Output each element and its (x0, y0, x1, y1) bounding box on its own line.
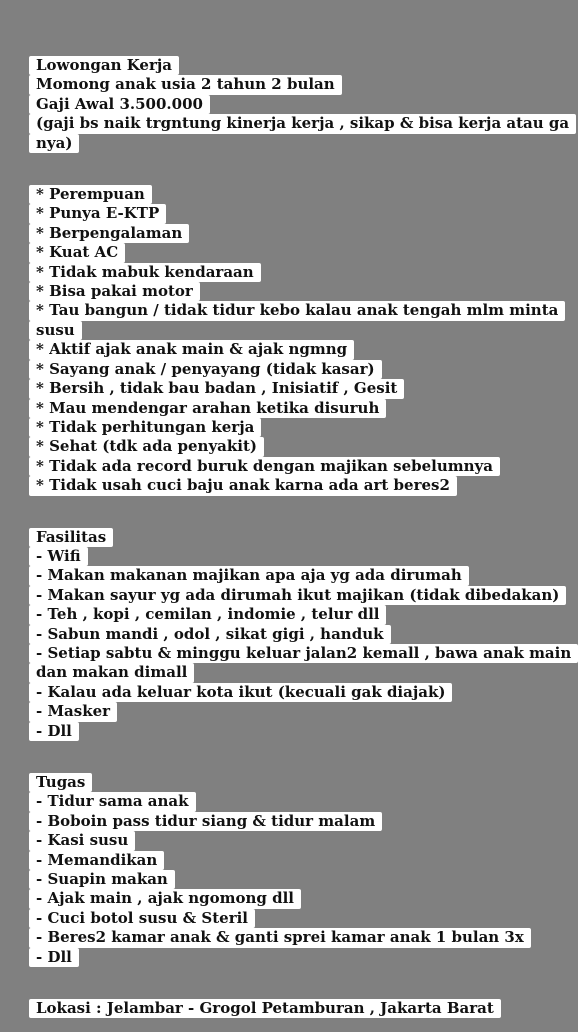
requirement-item: * Tidak mabuk kendaraan (29, 263, 261, 282)
facility-item: - Sabun mandi , odol , sikat gigi , handuk (29, 625, 391, 644)
requirement-item: * Sehat (tdk ada penyakit) (29, 437, 264, 456)
requirement-item: * Mau mendengar arahan ketika disuruh (29, 399, 386, 418)
facility-item: - Setiap sabtu & minggu keluar jalan2 kemall , bawa anak main (29, 644, 578, 663)
task-item: - Ajak main , ajak ngomong dll (29, 889, 301, 908)
job-posting-document (29, 56, 572, 1032)
requirement-item-continuation: susu (29, 321, 82, 340)
task-item: - Memandikan (29, 851, 164, 870)
requirement-item: * Berpengalaman (29, 224, 189, 243)
salary-note-line-2: nya) (29, 134, 79, 153)
spacer (29, 755, 559, 773)
facility-item: - Masker (29, 702, 117, 721)
task-item: - Boboin pass tidur siang & tidur malam (29, 812, 382, 831)
requirement-item: * Punya E-KTP (29, 204, 166, 223)
posting-subtitle: Momong anak usia 2 tahun 2 bulan (29, 75, 342, 94)
requirement-item: * Perempuan (29, 185, 152, 204)
requirement-item: * Aktif ajak anak main & ajak ngmng (29, 340, 354, 359)
task-item: - Dll (29, 948, 79, 967)
facility-item: - Dll (29, 722, 79, 741)
facility-item: - Makan sayur yg ada dirumah ikut majikan (tidak dibedakan) (29, 586, 566, 605)
requirement-item: * Tidak ada record buruk dengan majikan sebelumnya (29, 457, 500, 476)
requirement-item: * Tidak perhitungan kerja (29, 418, 261, 437)
facility-item: - Kalau ada keluar kota ikut (kecuali gak diajak) (29, 683, 452, 702)
task-item: - Suapin makan (29, 870, 175, 889)
facility-item-continuation: dan makan dimall (29, 663, 194, 682)
tasks-heading: Tugas (29, 773, 92, 792)
salary-line: Gaji Awal 3.500.000 (29, 95, 210, 114)
location-section (29, 999, 559, 1018)
requirement-item: * Sayang anak / penyayang (tidak kasar) (29, 360, 382, 379)
requirement-item: * Tau bangun / tidak tidur kebo kalau anak tengah mlm minta (29, 301, 565, 320)
facility-item: - Teh , kopi , cemilan , indomie , telur dll (29, 605, 386, 624)
task-item: - Cuci botol susu & Steril (29, 909, 255, 928)
facilities-section (29, 527, 572, 741)
spacer (29, 981, 559, 999)
requirement-item: * Kuat AC (29, 243, 125, 262)
facility-item: - Wifi (29, 547, 88, 566)
facility-item: - Makan makanan majikan apa aja yg ada dirumah (29, 566, 469, 585)
requirements-section (29, 185, 559, 496)
task-item: - Beres2 kamar anak & ganti sprei kamar anak 1 bulan 3x (29, 928, 531, 947)
location-line: Lokasi : Jelambar - Grogol Petamburan , Jakarta Barat (29, 999, 501, 1018)
posting-title: Lowongan Kerja (29, 56, 179, 75)
requirement-item: * Bersih , tidak bau badan , Inisiatif , Gesit (29, 379, 404, 398)
salary-note-line-1: (gaji bs naik trgntung kinerja kerja , sikap & bisa kerja atau ga (29, 114, 576, 133)
header-section (29, 56, 570, 153)
spacer (29, 167, 559, 185)
requirement-item: * Bisa pakai motor (29, 282, 200, 301)
spacer (29, 510, 559, 528)
requirement-item: * Tidak usah cuci baju anak karna ada art beres2 (29, 476, 457, 495)
task-item: - Tidur sama anak (29, 792, 196, 811)
facilities-heading: Fasilitas (29, 528, 113, 547)
task-item: - Kasi susu (29, 831, 135, 850)
tasks-section (29, 773, 559, 967)
